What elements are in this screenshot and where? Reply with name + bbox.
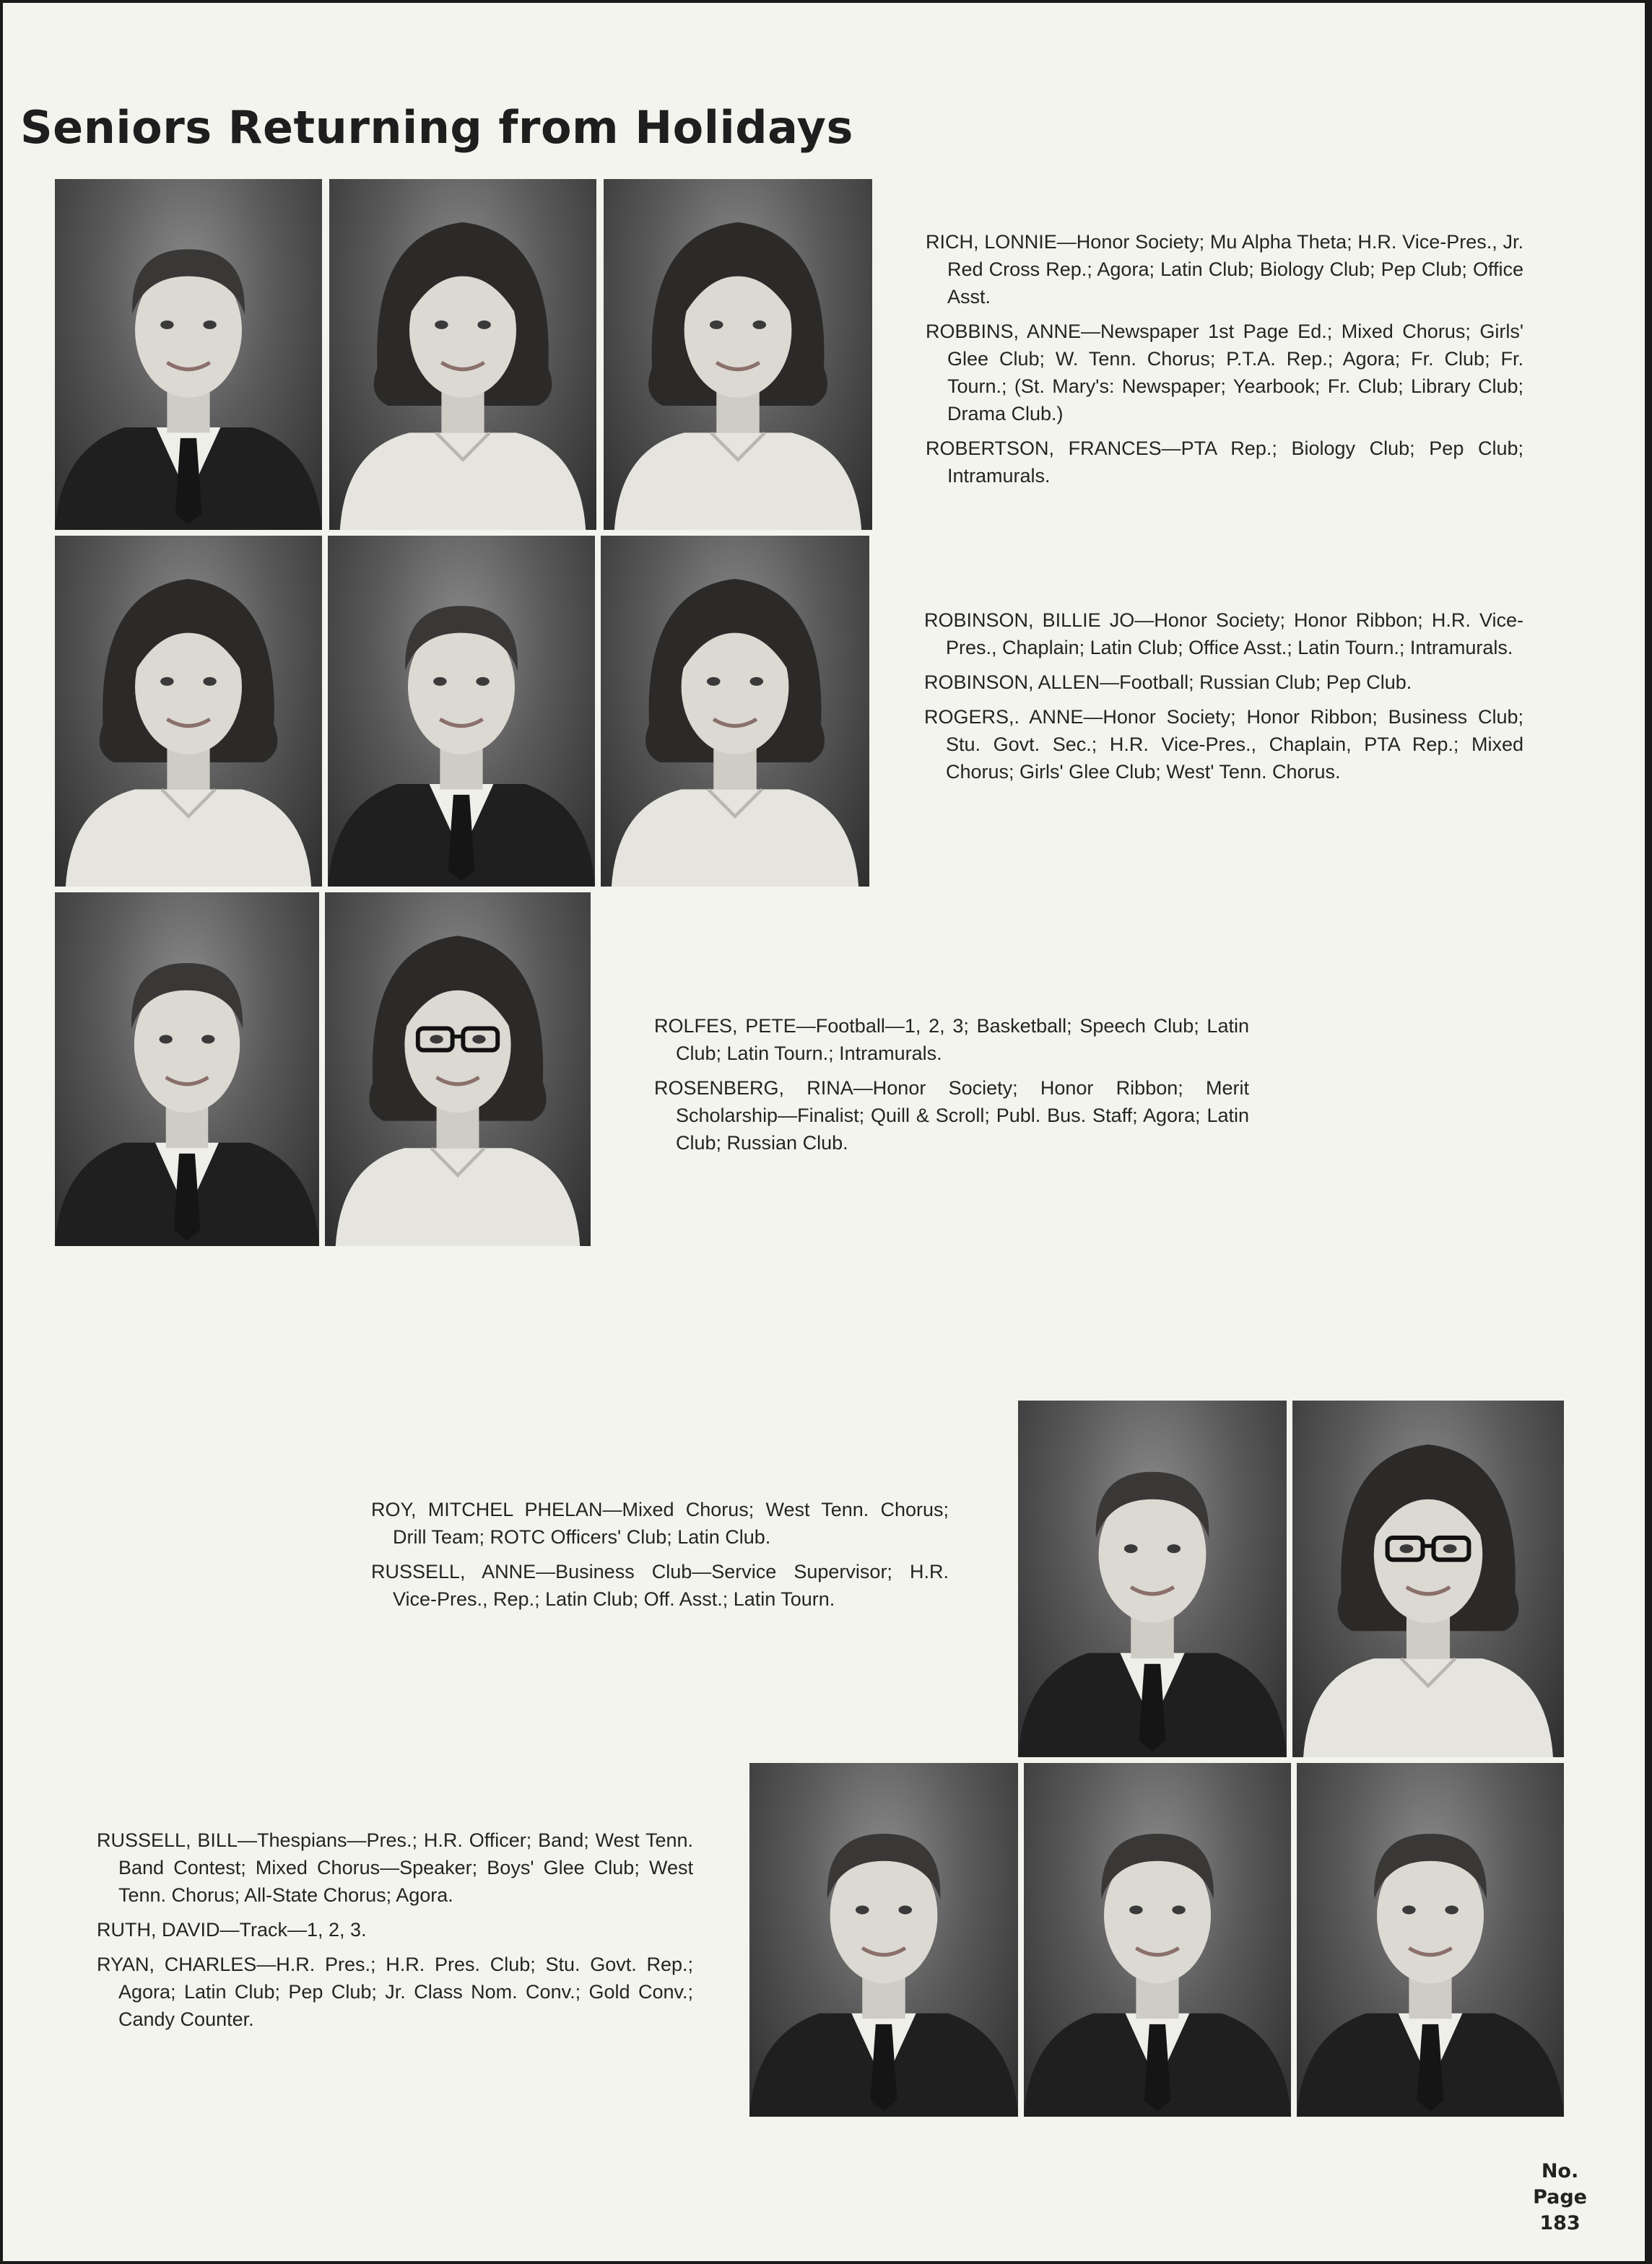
portrait-figure — [604, 179, 872, 530]
portrait-roy-mitchel — [1018, 1401, 1287, 1757]
portrait-figure — [749, 1763, 1018, 2117]
entry-rosenberg-rina: ROSENBERG, RINA—Honor Society; Honor Ribbon; Merit Scholarship—Finalist; Quill & Scroll; Publ. Bus. Staff; Agora; Latin Club; Russian Club. — [654, 1077, 1249, 1154]
portrait-figure — [601, 536, 869, 887]
portrait-robertson-frances — [604, 179, 872, 530]
portrait-figure — [1024, 1763, 1291, 2117]
entry-ryan-charles: RYAN, CHARLES—H.R. Pres.; H.R. Pres. Club; Stu. Govt. Rep.; Agora; Latin Club; Pep Club; Jr. Class Nom. Conv.; Gold Conv.; Candy Counter. — [97, 1954, 693, 2030]
page-label-no: No. — [1541, 2160, 1579, 2182]
portrait-figure — [1297, 1763, 1564, 2117]
portrait-figure — [325, 892, 591, 1246]
portrait-ryan-charles — [1297, 1763, 1564, 2117]
entry-rogers-anne: ROGERS,. ANNE—Honor Society; Honor Ribbon; Business Club; Stu. Govt. Sec.; H.R. Vice-Pres., Chaplain, PTA Rep.; Mixed Chorus; Girls' Glee Club; West' Tenn. Chorus. — [924, 706, 1523, 783]
entry-roy-mitchel: ROY, MITCHEL PHELAN—Mixed Chorus; West Tenn. Chorus; Drill Team; ROTC Officers' Club; Latin Club. — [371, 1499, 949, 1548]
entry-robertson-frances: ROBERTSON, FRANCES—PTA Rep.; Biology Club; Pep Club; Intramurals. — [926, 437, 1523, 487]
bio-group-3 — [654, 1012, 1249, 1164]
portrait-russell-anne — [1292, 1401, 1564, 1757]
portrait-russell-bill — [749, 1763, 1018, 2117]
portrait-rich-lonnie — [55, 179, 322, 530]
portrait-figure — [55, 892, 319, 1246]
portrait-robinson-billie-jo — [55, 536, 322, 887]
entry-rolfes-pete: ROLFES, PETE—Football—1, 2, 3; Basketball; Speech Club; Latin Club; Latin Tourn.; Intramurals. — [654, 1015, 1249, 1064]
portrait-rolfes-pete — [55, 892, 319, 1246]
bio-group-4 — [371, 1496, 949, 1620]
portrait-figure — [1018, 1401, 1287, 1757]
page-number-value: 183 — [1539, 2212, 1581, 2234]
portrait-rosenberg-rina — [325, 892, 591, 1246]
portrait-robbins-anne — [329, 179, 596, 530]
entry-robbins-anne: ROBBINS, ANNE—Newspaper 1st Page Ed.; Mixed Chorus; Girls' Glee Club; W. Tenn. Chorus; P.T.A. Rep.; Agora; Fr. Club; Fr. Tourn.; (St. Mary's: Newspaper; Yearbook; Fr. Club; Library Club; Drama Club.) — [926, 321, 1523, 425]
portrait-figure — [55, 536, 322, 887]
portrait-rogers-anne — [601, 536, 869, 887]
bio-group-5 — [97, 1827, 693, 2040]
bio-group-2 — [924, 606, 1523, 793]
portrait-ruth-david — [1024, 1763, 1291, 2117]
portrait-figure — [55, 179, 322, 530]
entry-russell-anne: RUSSELL, ANNE—Business Club—Service Supervisor; H.R. Vice-Pres., Rep.; Latin Club; Off. Asst.; Latin Tourn. — [371, 1561, 949, 1610]
entry-rich-lonnie: RICH, LONNIE—Honor Society; Mu Alpha Theta; H.R. Vice-Pres., Jr. Red Cross Rep.; Agora; Latin Club; Biology Club; Pep Club; Office Asst. — [926, 231, 1523, 308]
portrait-robinson-allen — [328, 536, 595, 887]
entry-ruth-david: RUTH, DAVID—Track—1, 2, 3. — [97, 1919, 367, 1941]
page-label-page: Page — [1533, 2186, 1587, 2208]
portrait-figure — [328, 536, 595, 887]
entry-robinson-allen: ROBINSON, ALLEN—Football; Russian Club; Pep Club. — [924, 671, 1412, 693]
page-title: Seniors Returning from Holidays — [20, 101, 853, 154]
entry-robinson-billie-jo: ROBINSON, BILLIE JO—Honor Society; Honor Ribbon; H.R. Vice-Pres., Chaplain; Latin Club; Office Asst.; Latin Tourn.; Intramurals. — [924, 609, 1523, 658]
entry-russell-bill: RUSSELL, BILL—Thespians—Pres.; H.R. Officer; Band; West Tenn. Band Contest; Mixed Chorus—Speaker; Boys' Glee Club; West Tenn. Chorus; All-State Chorus; Agora. — [97, 1829, 693, 1906]
bio-group-1 — [926, 228, 1523, 497]
portrait-figure — [329, 179, 596, 530]
page-number — [1533, 2159, 1587, 2237]
portrait-figure — [1292, 1401, 1564, 1757]
